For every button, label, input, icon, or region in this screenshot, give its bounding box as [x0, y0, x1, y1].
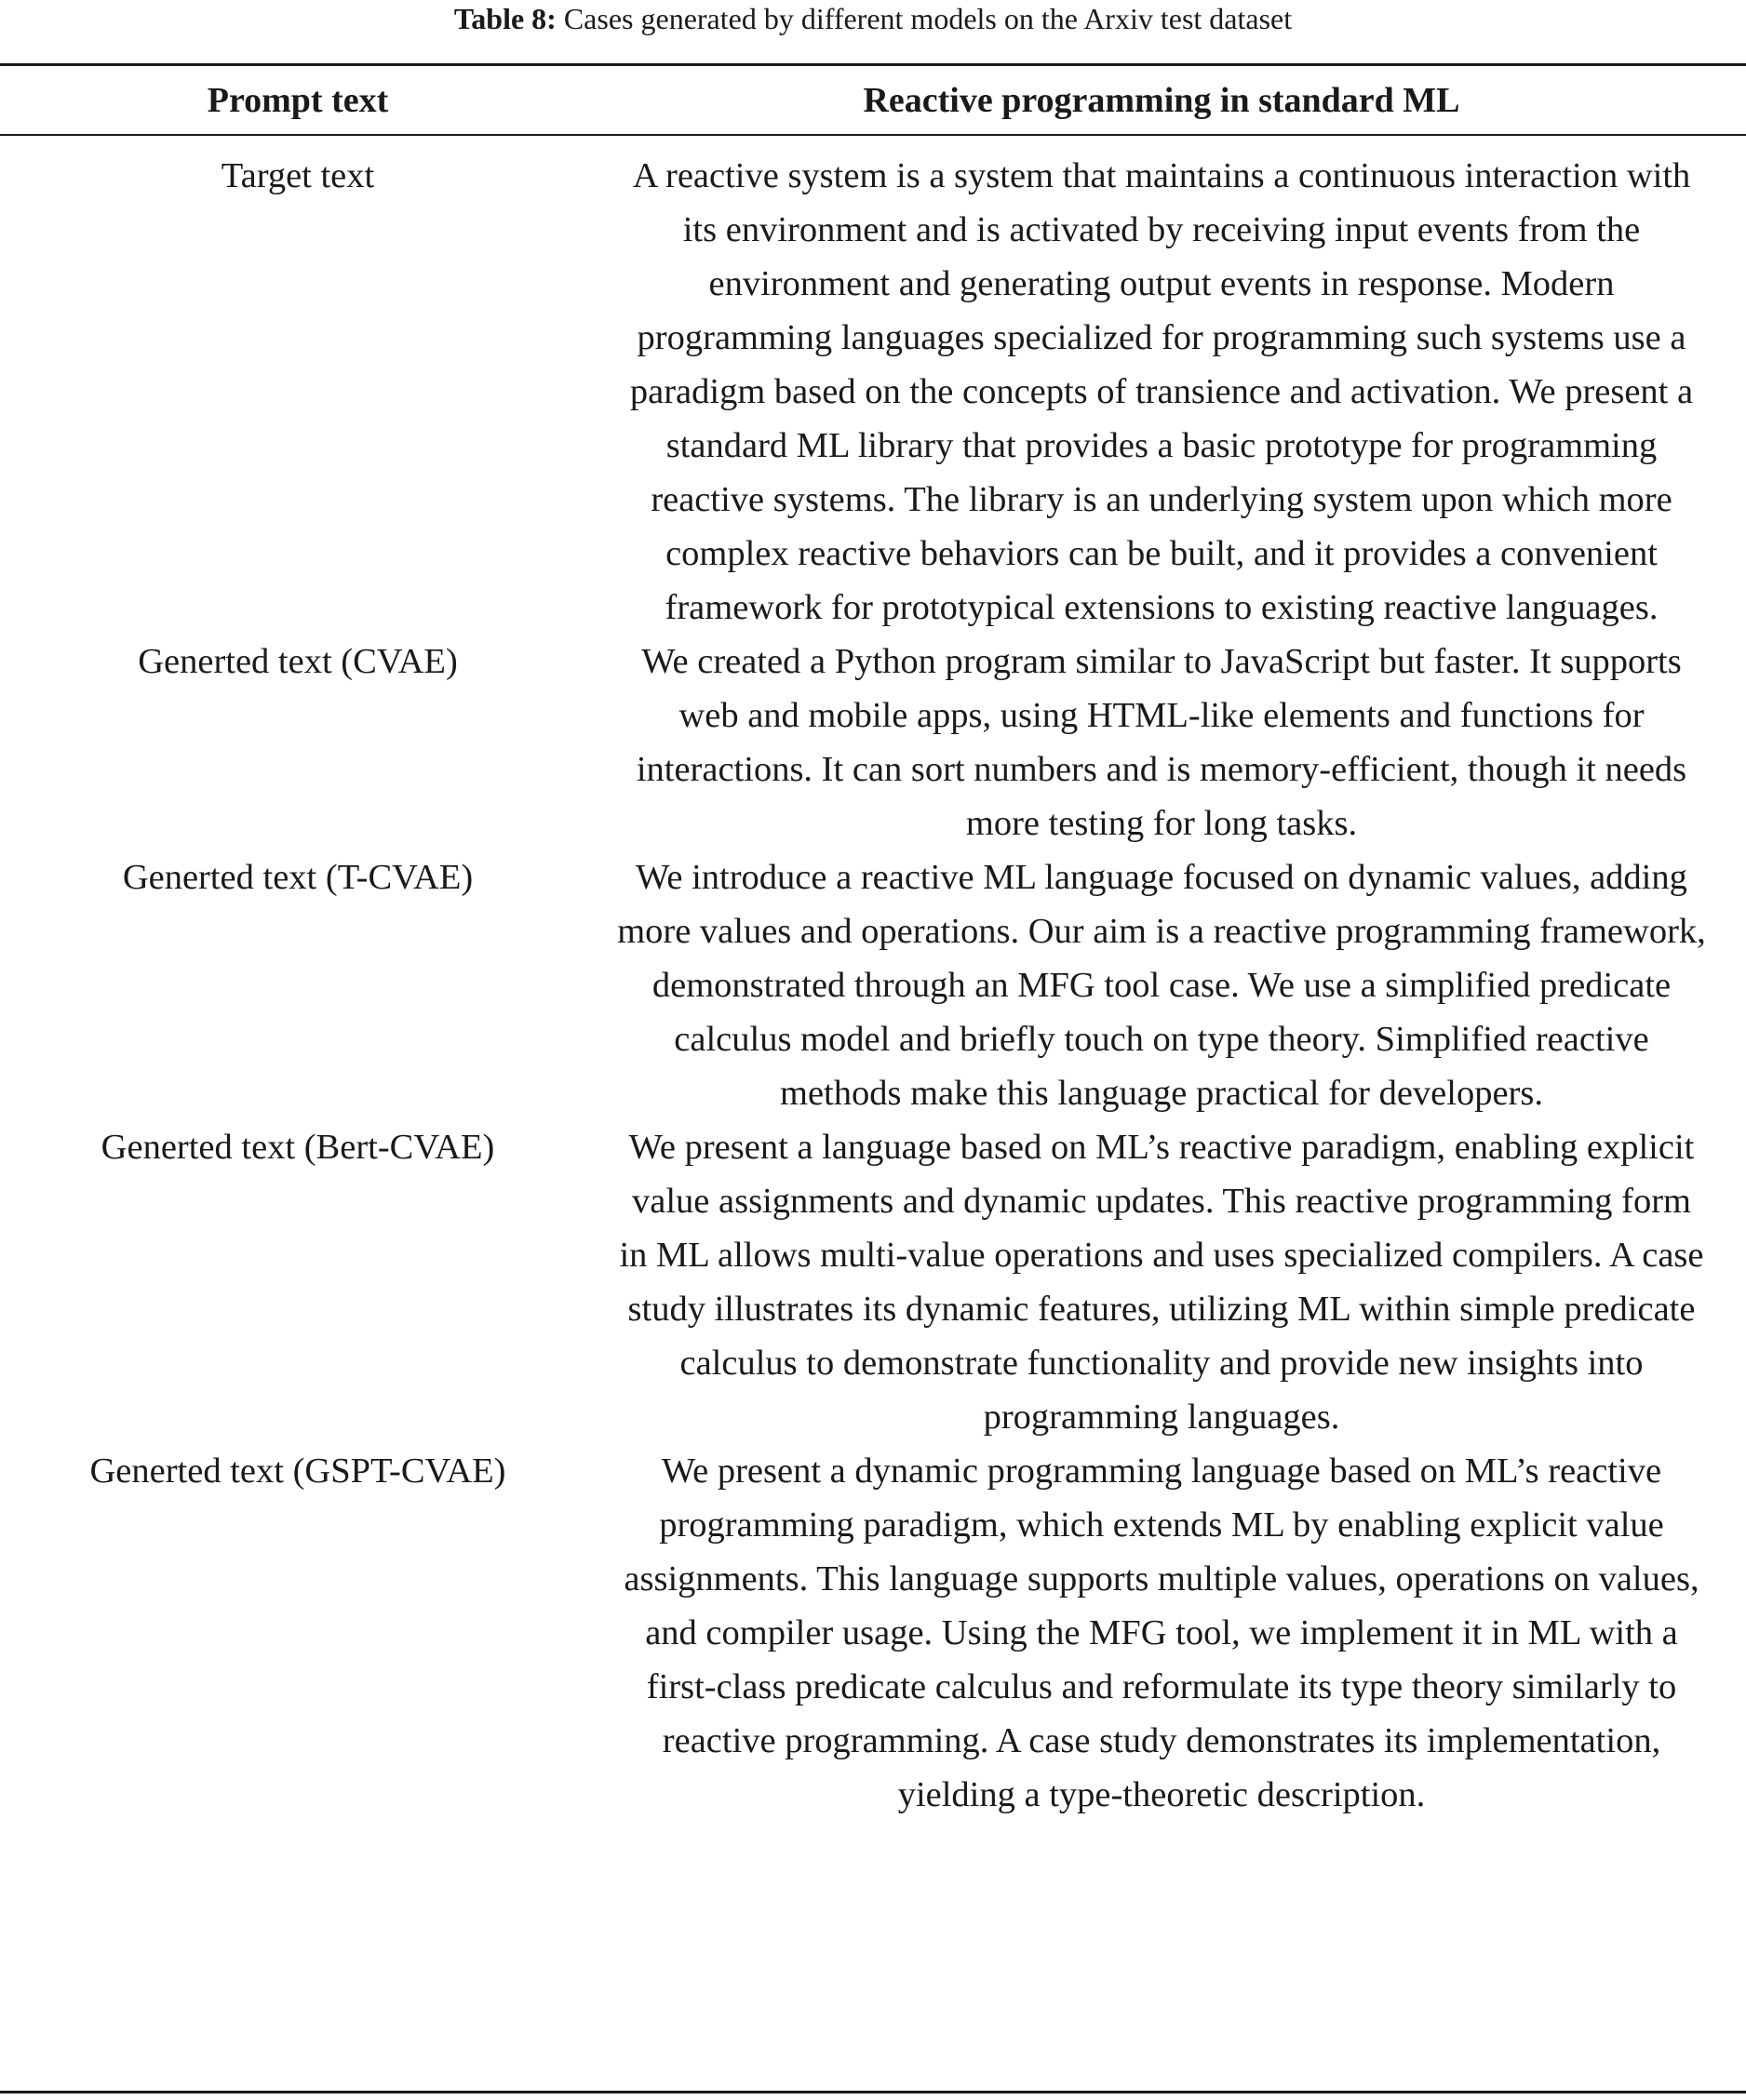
- header-title: Reactive programming in standard ML: [863, 81, 1460, 120]
- table-row-cvae: [0, 635, 1746, 850]
- table-row-bert-cvae: [0, 1120, 1746, 1444]
- table-top-rule: [0, 63, 1746, 66]
- row-text: We present a dynamic programming language based on ML’s reactive programming paradigm, which extends ML by enabling explicit value assignments. This language supports multiple values, operations on values, and compiler usage. Using the MFG tool, we implement it in ML with a first-class predicate calculus and reformulate its type theory similarly to reactive programming. A case study demonstrates its implementation, yielding a type-theoretic description.: [624, 1451, 1699, 1814]
- row-text: We created a Python program similar to JavaScript but faster. It supports web and mobile apps, using HTML-like elements and functions for interactions. It can sort numbers and is memory-efficient, though it needs more testing for long tasks.: [636, 642, 1687, 843]
- table-caption: [0, 0, 1746, 41]
- table-row-target: [0, 149, 1746, 635]
- table-row-t-cvae: [0, 850, 1746, 1120]
- table-header: [0, 74, 1746, 127]
- table-caption-text: Cases generated by different models on the Arxiv test dataset: [563, 2, 1293, 35]
- header-prompt-text: Prompt text: [207, 81, 389, 120]
- row-label: Target text: [221, 156, 375, 195]
- row-text: A reactive system is a system that maintains a continuous interaction with its environment and is activated by receiving input events from the environment and generating output events in response. Modern programming languages specialized for programming such systems use a paradigm based on the concepts of transience and activation. We present a standard ML library that provides a basic prototype for programming reactive systems. The library is an underlying system upon which more complex reactive behaviors can be built, and it provides a convenient framework for prototypical extensions to existing reactive languages.: [629, 156, 1694, 627]
- row-label: Generted text (GSPT-CVAE): [89, 1451, 506, 1491]
- row-text: We present a language based on ML’s reactive paradigm, enabling explicit value assignments and dynamic updates. This reactive programming form in ML allows multi-value operations and uses specialized compilers. A case study illustrates its dynamic features, utilizing ML within simple predicate calculus to demonstrate functionality and provide new insights into programming languages.: [619, 1128, 1704, 1437]
- row-label: Generted text (CVAE): [138, 642, 458, 681]
- row-text: We introduce a reactive ML language focused on dynamic values, adding more values and operations. Our aim is a reactive programming framework, demonstrated through an MFG tool case. We use a simplified predicate calculus model and briefly touch on type theory. Simplified reactive methods make this language practical for developers.: [617, 858, 1706, 1113]
- row-label: Generted text (T-CVAE): [122, 858, 474, 897]
- table-row-gspt-cvae: [0, 1444, 1746, 1822]
- table-bottom-rule: [0, 2091, 1746, 2093]
- row-label: Generted text (Bert-CVAE): [101, 1128, 495, 1167]
- table-header-rule: [0, 134, 1746, 136]
- table-caption-label: Table 8:: [453, 2, 557, 35]
- table-body: [0, 149, 1746, 1822]
